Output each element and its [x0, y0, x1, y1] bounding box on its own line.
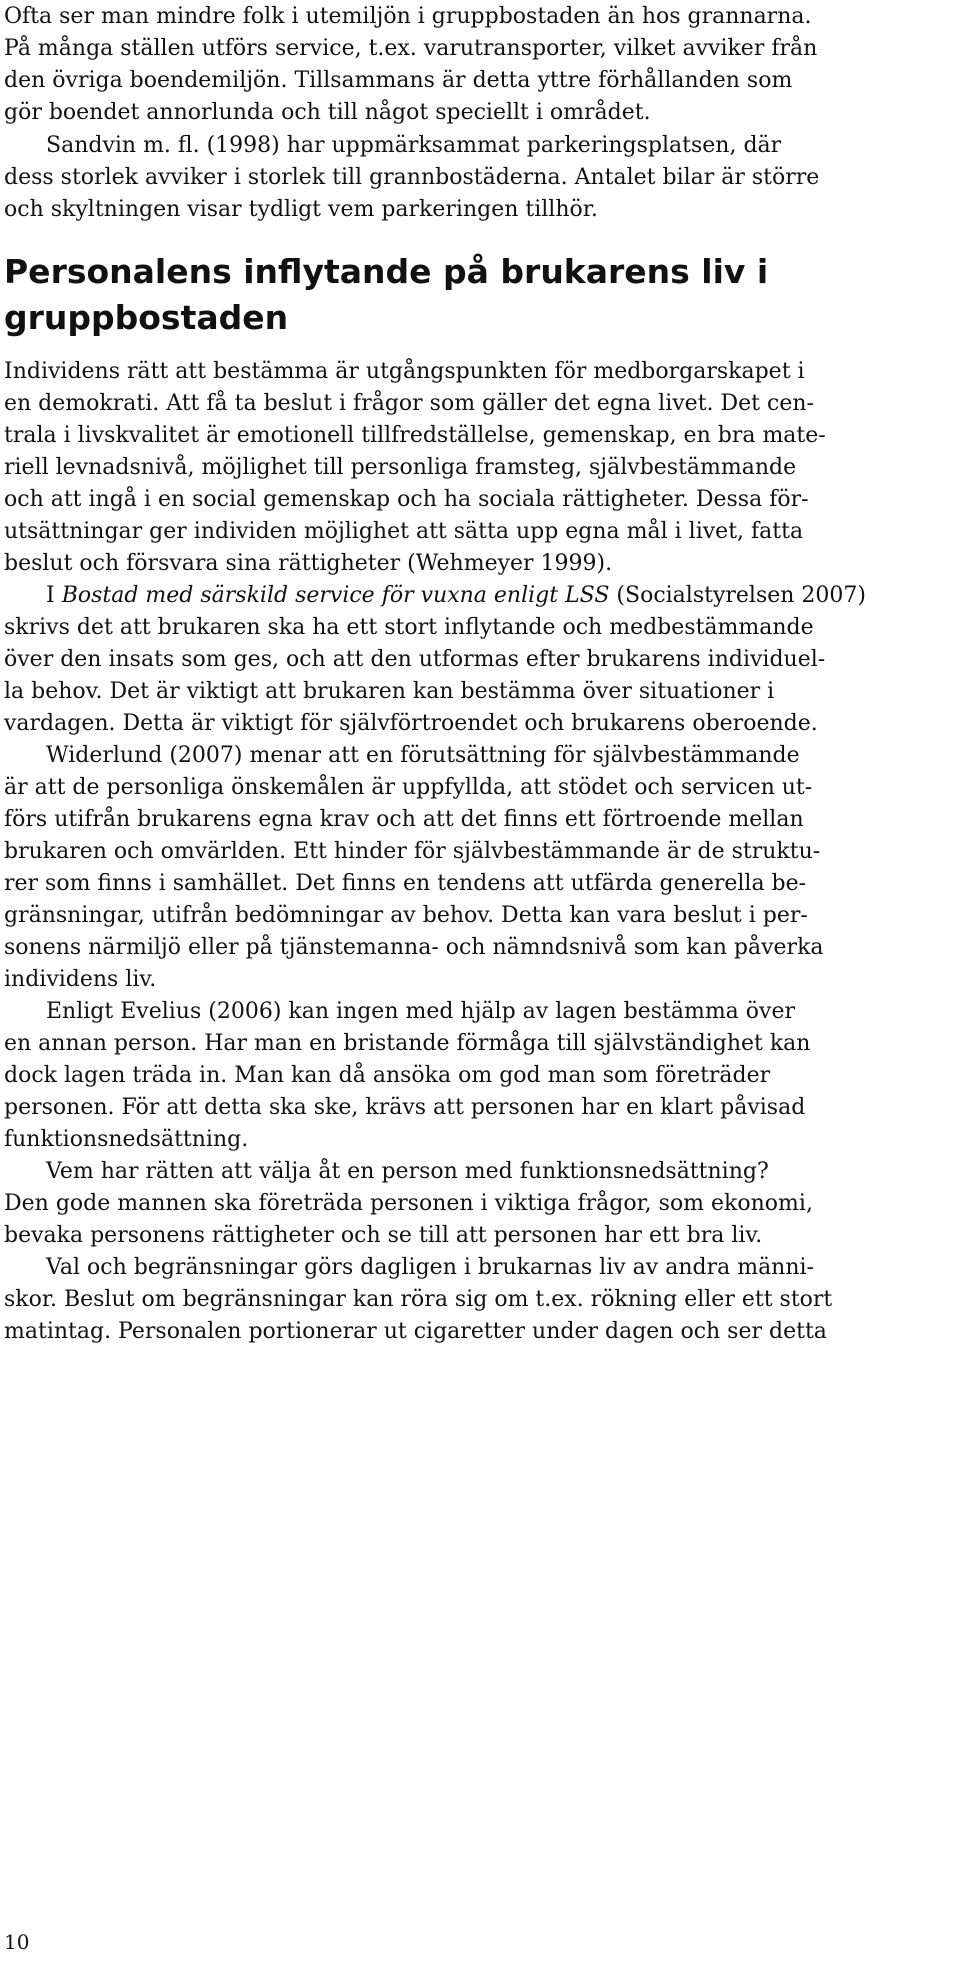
text-line: matintag. Personalen portionerar ut cigaretter under dagen och ser detta [4, 1319, 827, 1344]
text-line: Den gode mannen ska företräda personen i viktiga frågor, som ekonomi, [4, 1191, 813, 1216]
text-line: utsättningar ger individen möjlighet att sätta upp egna mål i livet, fatta [4, 519, 804, 544]
text-line: vardagen. Detta är viktigt för självförtroendet och brukarens oberoende. [4, 711, 818, 736]
text-line: la behov. Det är viktigt att brukaren kan bestämma över situationer i [4, 679, 775, 704]
text-line: personen. För att detta ska ske, krävs att personen har en klart påvisad [4, 1095, 806, 1120]
text-line: rer som finns i samhället. Det finns en tendens att utfärda generella be- [4, 871, 807, 896]
text-line: över den insats som ges, och att den utformas efter brukarens individuel- [4, 647, 826, 672]
text-line: den övriga boendemiljön. Tillsammans är detta yttre förhållanden som [4, 68, 793, 93]
text-line: dock lagen träda in. Man kan då ansöka om god man som företräder [4, 1063, 771, 1088]
text-line: Vem har rätten att välja åt en person med funktionsnedsättning? [46, 1159, 769, 1184]
text-line: Val och begränsningar görs dagligen i brukarnas liv av andra männi- [46, 1255, 814, 1280]
text-line: skrivs det att brukaren ska ha ett stort inflytande och medbestämmande [4, 615, 814, 640]
text-line: Individens rätt att bestämma är utgångspunkten för medborgarskapet i [4, 359, 805, 384]
text-span: (Socialstyrelsen 2007) [609, 583, 866, 608]
text-line: beslut och försvara sina rättigheter (Wehmeyer 1999). [4, 551, 613, 576]
text-line: gör boendet annorlunda och till något speciellt i området. [4, 100, 651, 125]
text-line: och att ingå i en social gemenskap och ha sociala rättigheter. Dessa för- [4, 487, 809, 512]
text-line: en demokrati. Att få ta beslut i frågor som gäller det egna livet. Det cen- [4, 391, 814, 416]
text-line: riell levnadsnivå, möjlighet till personliga framsteg, självbestämmande [4, 455, 797, 480]
text-line: trala i livskvalitet är emotionell tillfredställelse, gemenskap, en bra mate- [4, 423, 826, 448]
heading-line: Personalens inflytande på brukarens liv i [4, 252, 769, 291]
text-line: bevaka personens rättigheter och se till att personen har ett bra liv. [4, 1223, 763, 1248]
heading-line: gruppbostaden [4, 298, 289, 337]
text-line: Sandvin m. fl. (1998) har uppmärksammat parkeringsplatsen, där [46, 133, 782, 158]
text-span: I [46, 583, 62, 608]
text-line [46, 581, 866, 615]
text-line: är att de personliga önskemålen är uppfyllda, att stödet och servicen ut- [4, 775, 813, 800]
text-line: brukaren och omvärlden. Ett hinder för självbestämmande är de struktu- [4, 839, 821, 864]
text-line: dess storlek avviker i storlek till grannbostäderna. Antalet bilar är större [4, 165, 820, 190]
text-line: På många ställen utförs service, t.ex. varutransporter, vilket avviker från [4, 36, 818, 61]
text-line: Widerlund (2007) menar att en förutsättning för självbestämmande [46, 743, 800, 768]
text-line: en annan person. Har man en bristande förmåga till självständighet kan [4, 1031, 811, 1056]
text-line: skor. Beslut om begränsningar kan röra sig om t.ex. rökning eller ett stort [4, 1287, 833, 1312]
text-line: Ofta ser man mindre folk i utemiljön i gruppbostaden än hos grannarna. [4, 4, 812, 29]
publication-title: Bostad med särskild service för vuxna enligt LSS [61, 583, 610, 608]
text-line: gränsningar, utifrån bedömningar av behov. Detta kan vara beslut i per- [4, 903, 808, 928]
text-line: sonens närmiljö eller på tjänstemanna- och nämndsnivå som kan påverka [4, 935, 824, 960]
page-number: 10 [4, 1930, 30, 1954]
text-line: funktionsnedsättning. [4, 1127, 249, 1152]
text-line: förs utifrån brukarens egna krav och att det finns ett förtroende mellan [4, 807, 804, 832]
text-line: individens liv. [4, 967, 157, 992]
text-line: Enligt Evelius (2006) kan ingen med hjälp av lagen bestämma över [46, 999, 795, 1024]
text-line: och skyltningen visar tydligt vem parkeringen tillhör. [4, 197, 598, 222]
